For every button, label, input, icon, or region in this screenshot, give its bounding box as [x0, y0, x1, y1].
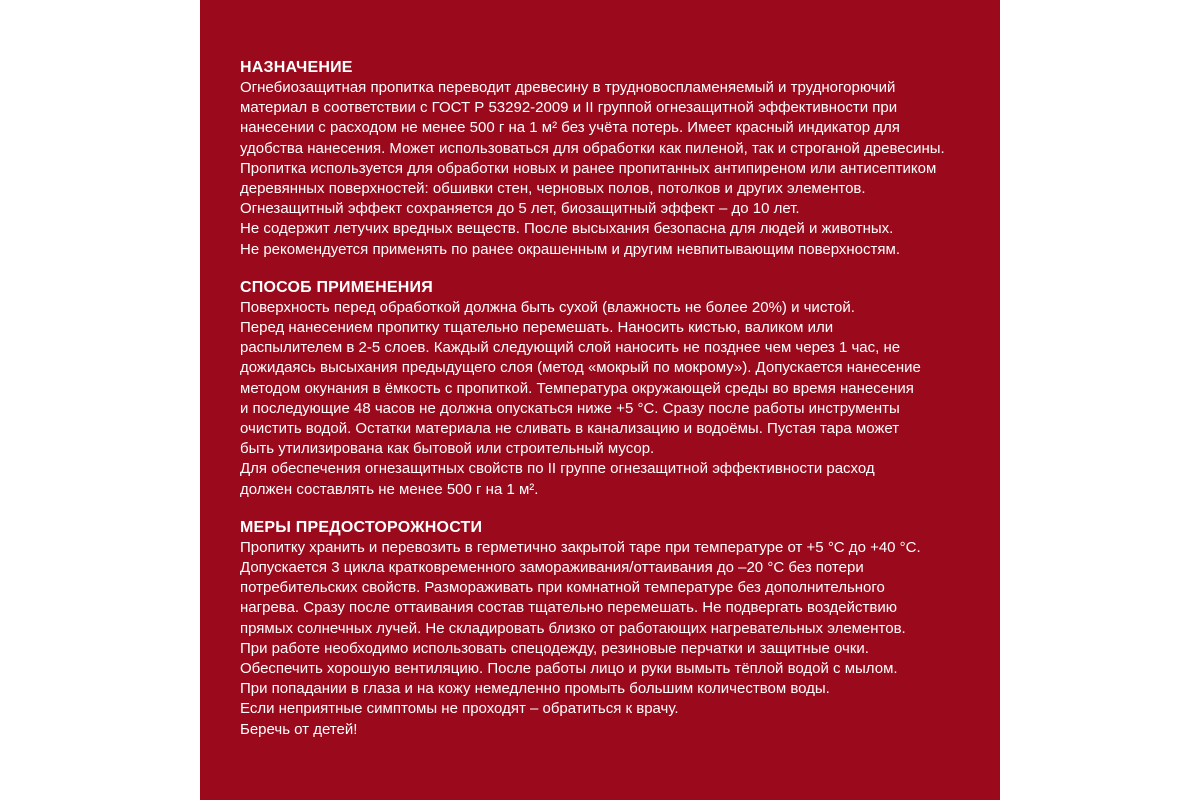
section-heading: НАЗНАЧЕНИЕ [240, 59, 353, 76]
text-line: Пропитку хранить и перевозить в герметично закрытой таре при температуре от +5 °С до +40 °С. [240, 538, 921, 556]
text-line: Беречь от детей! [240, 720, 358, 738]
text-line: распылителем в 2-5 слоев. Каждый следующий слой наносить не позднее чем через 1 час, не [240, 339, 901, 357]
text-line: Если неприятные симптомы не проходят – обратиться к врачу. [240, 700, 679, 718]
text-line: потребительских свойств. Размораживать при комнатной температуре без дополнительного [240, 579, 885, 597]
text-line: быть утилизирована как бытовой или строительный мусор. [240, 440, 655, 458]
text-line: Огнезащитный эффект сохраняется до 5 лет, биозащитный эффект – до 10 лет. [240, 200, 800, 218]
text-line: должен составлять не менее 500 г на 1 м². [240, 480, 539, 498]
section-heading: МЕРЫ ПРЕДОСТОРОЖНОСТИ [240, 518, 483, 536]
text-line: Огнебиозащитная пропитка переводит древесину в трудновоспламеняемый и трудногорючий [240, 79, 896, 96]
text-line: нанесении с расходом не менее 500 г на 1 м² без учёта потерь. Имеет красный индикатор для [240, 119, 900, 137]
text-line: Допускается 3 цикла кратковременного замораживания/оттаивания до –20 °С без потери [240, 559, 864, 577]
text-line: Не рекомендуется применять по ранее окрашенным и другим невпитывающим поверхностям. [240, 240, 900, 258]
text-line: При попадании в глаза и на кожу немедленно промыть большим количеством воды. [240, 680, 830, 698]
text-line: удобства нанесения. Может использоваться для обработки как пиленой, так и строганой древесины. [240, 139, 945, 157]
text-line: Перед нанесением пропитку тщательно перемешать. Наносить кистью, валиком или [240, 319, 834, 337]
section-purpose [240, 58, 960, 260]
text-line: При работе необходимо использовать спецодежду, резиновые перчатки и защитные очки. [240, 639, 869, 657]
instructions-panel [200, 0, 1000, 800]
text-line: Поверхность перед обработкой должна быть сухой (влажность не более 20%) и чистой. [240, 298, 855, 316]
text-line: Пропитка используется для обработки новых и ранее пропитанных антипиреном или антисептиком [240, 159, 937, 177]
text-line: Для обеспечения огнезащитных свойств по II группе огнезащитной эффективности расход [240, 460, 875, 478]
text-line: прямых солнечных лучей. Не складировать близко от работающих нагревательных элементов. [240, 619, 906, 637]
text-line: Обеспечить хорошую вентиляцию. После работы лицо и руки вымыть тёплой водой с мылом. [240, 660, 898, 678]
text-line: и последующие 48 часов не должна опускаться ниже +5 °С. Сразу после работы инструменты [240, 399, 900, 417]
text-line: методом окунания в ёмкость с пропиткой. Температура окружающей среды во время нанесения [240, 379, 914, 397]
text-line: дожидаясь высыхания предыдущего слоя (метод «мокрый по мокрому»). Допускается нанесение [240, 359, 921, 377]
section-precautions [240, 518, 960, 740]
text-line: материал в соответствии с ГОСТ Р 53292-2009 и II группой огнезащитной эффективности при [240, 99, 898, 117]
text-line: деревянных поверхностей: обшивки стен, черновых полов, потолков и других элементов. [240, 180, 866, 198]
text-line: нагрева. Сразу после оттаивания состав тщательно перемешать. Не подвергать воздействию [240, 599, 897, 617]
section-heading: СПОСОБ ПРИМЕНЕНИЯ [240, 278, 433, 296]
text-line: очистить водой. Остатки материала не сливать в канализацию и водоёмы. Пустая тара может [240, 420, 900, 438]
section-application-method [240, 278, 960, 500]
text-line: Не содержит летучих вредных веществ. После высыхания безопасна для людей и животных. [240, 220, 894, 238]
